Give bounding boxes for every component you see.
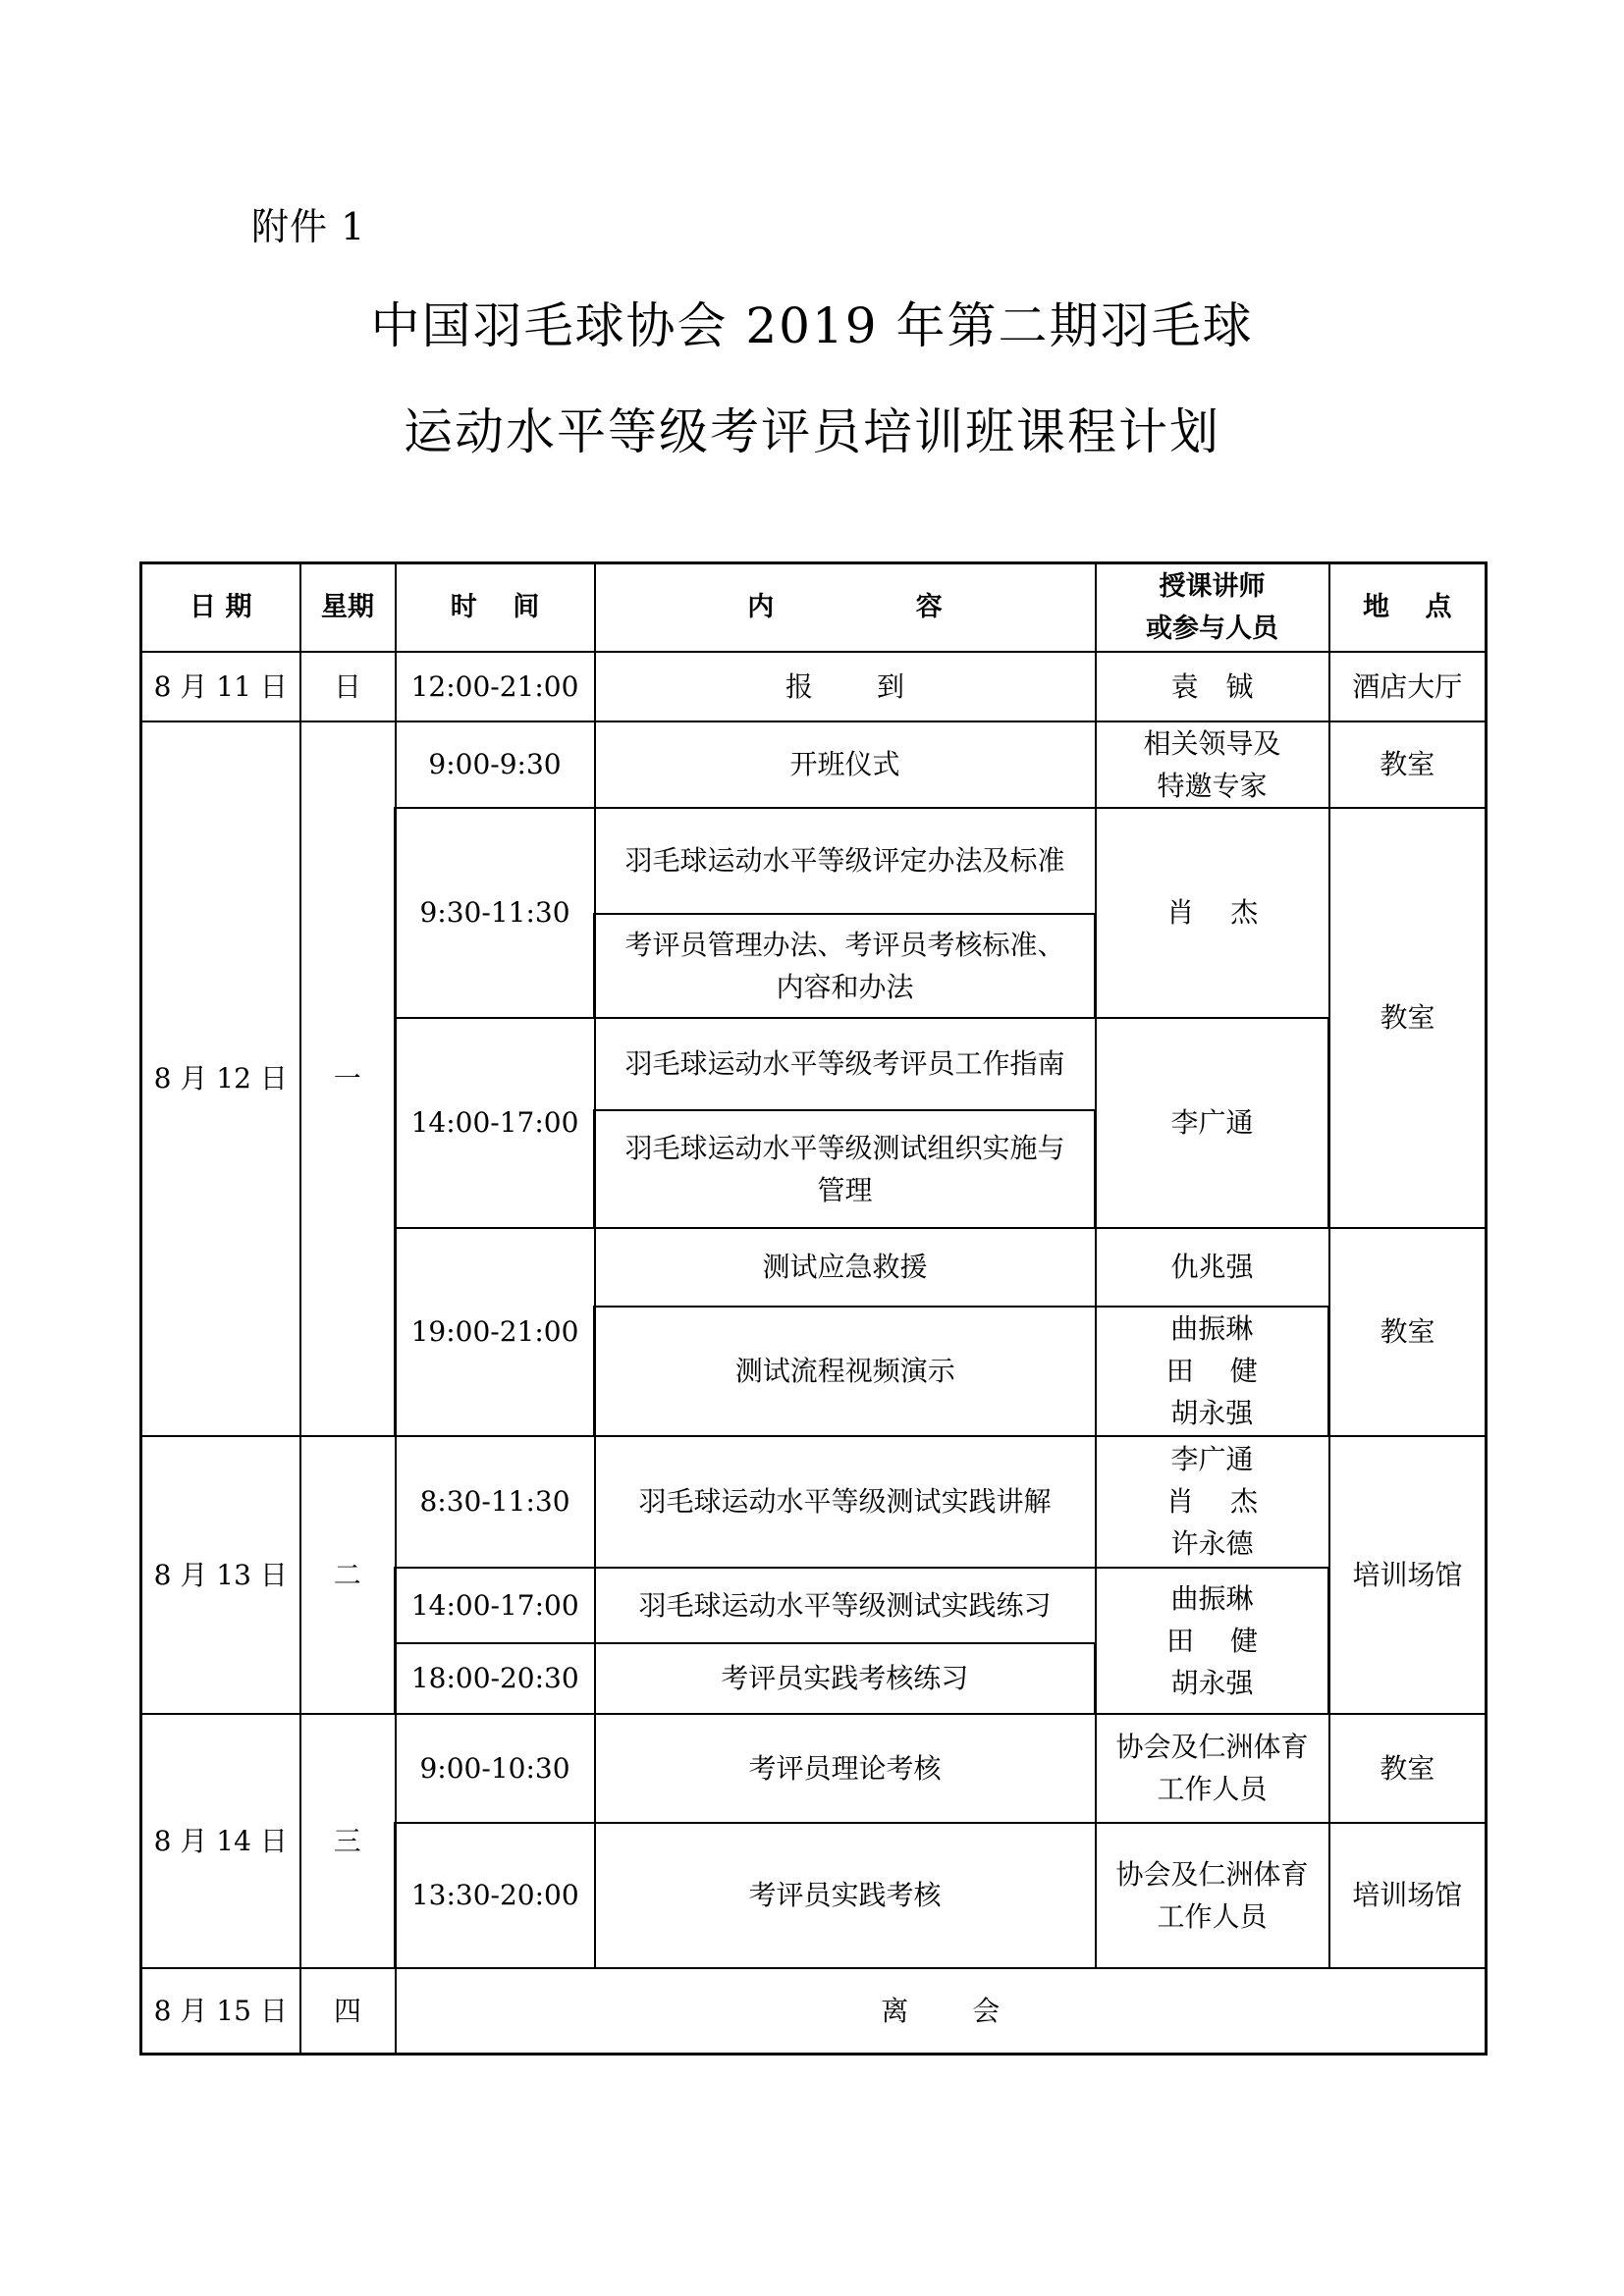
header-date: 日 期: [141, 563, 300, 652]
cell-content: 测试流程视频演示: [595, 1307, 1096, 1436]
table-row: [141, 652, 1487, 721]
cell-location: 教室: [1329, 1714, 1487, 1823]
cell-time: 14:00-17:00: [396, 1018, 595, 1228]
table-row: [141, 1714, 1487, 1823]
cell-weekday: 四: [300, 1968, 396, 2055]
cell-content: 羽毛球运动水平等级考评员工作指南: [595, 1018, 1096, 1110]
cell-lecturer: 协会及仁洲体育 工作人员: [1096, 1714, 1329, 1823]
cell-lecturer: 肖 杰: [1096, 808, 1329, 1018]
cell-location: 培训场馆: [1329, 1823, 1487, 1968]
schedule-table: [139, 561, 1488, 2056]
cell-time: 12:00-21:00: [396, 652, 595, 721]
cell-time: 9:00-9:30: [396, 721, 595, 808]
cell-content: 离 会: [396, 1968, 1487, 2055]
cell-date: 8 月 13 日: [141, 1436, 300, 1714]
cell-content: 羽毛球运动水平等级测试实践讲解: [595, 1436, 1096, 1568]
cell-content: 羽毛球运动水平等级测试组织实施与 管理: [595, 1110, 1096, 1228]
cell-location: 培训场馆: [1329, 1436, 1487, 1714]
cell-location: 酒店大厅: [1329, 652, 1487, 721]
cell-content: 羽毛球运动水平等级测试实践练习: [595, 1568, 1096, 1643]
cell-time: 9:00-10:30: [396, 1714, 595, 1823]
cell-content: 考评员理论考核: [595, 1714, 1096, 1823]
cell-content: 考评员实践考核: [595, 1823, 1096, 1968]
cell-content: 羽毛球运动水平等级评定办法及标准: [595, 808, 1096, 914]
document-title-line-1: 中国羽毛球协会 2019 年第二期羽毛球: [370, 297, 1254, 354]
header-location: 地 点: [1329, 563, 1487, 652]
cell-time: 18:00-20:30: [396, 1643, 595, 1714]
cell-time: 8:30-11:30: [396, 1436, 595, 1568]
header-weekday: 星期: [300, 563, 396, 652]
cell-lecturer: 相关领导及 特邀专家: [1096, 721, 1329, 808]
cell-time: 19:00-21:00: [396, 1228, 595, 1436]
table-row: [141, 1436, 1487, 1568]
header-time: 时 间: [396, 563, 595, 652]
table-header-row: [141, 563, 1487, 652]
cell-weekday: 三: [300, 1714, 396, 1968]
cell-lecturer: 李广通: [1096, 1018, 1329, 1228]
cell-lecturer: 曲振琳 田 健 胡永强: [1096, 1568, 1329, 1714]
cell-content: 考评员实践考核练习: [595, 1643, 1096, 1714]
cell-lecturer: 曲振琳 田 健 胡永强: [1096, 1307, 1329, 1436]
cell-location: 教室: [1329, 721, 1487, 808]
cell-date: 8 月 14 日: [141, 1714, 300, 1968]
cell-content: 测试应急救援: [595, 1228, 1096, 1307]
cell-weekday: 二: [300, 1436, 396, 1714]
cell-time: 13:30-20:00: [396, 1823, 595, 1968]
document-title-line-2: 运动水平等级考评员培训班课程计划: [404, 403, 1220, 460]
cell-lecturer: 协会及仁洲体育 工作人员: [1096, 1823, 1329, 1968]
table-row: [141, 1968, 1487, 2055]
cell-content: 报 到: [595, 652, 1096, 721]
header-lecturer: 授课讲师 或参与人员: [1096, 563, 1329, 652]
cell-date: 8 月 12 日: [141, 721, 300, 1436]
cell-lecturer: 袁 铖: [1096, 652, 1329, 721]
cell-location: 教室: [1329, 808, 1487, 1228]
table-row: [141, 721, 1487, 808]
attachment-label: 附件 1: [251, 205, 366, 248]
cell-weekday: 日: [300, 652, 396, 721]
cell-date: 8 月 11 日: [141, 652, 300, 721]
cell-content: 考评员管理办法、考评员考核标准、 内容和办法: [595, 914, 1096, 1018]
cell-date: 8 月 15 日: [141, 1968, 300, 2055]
cell-weekday: 一: [300, 721, 396, 1436]
cell-lecturer: 李广通 肖 杰 许永德: [1096, 1436, 1329, 1568]
cell-time: 14:00-17:00: [396, 1568, 595, 1643]
cell-content: 开班仪式: [595, 721, 1096, 808]
header-content: 内 容: [595, 563, 1096, 652]
cell-time: 9:30-11:30: [396, 808, 595, 1018]
cell-location: 教室: [1329, 1228, 1487, 1436]
cell-lecturer: 仇兆强: [1096, 1228, 1329, 1307]
